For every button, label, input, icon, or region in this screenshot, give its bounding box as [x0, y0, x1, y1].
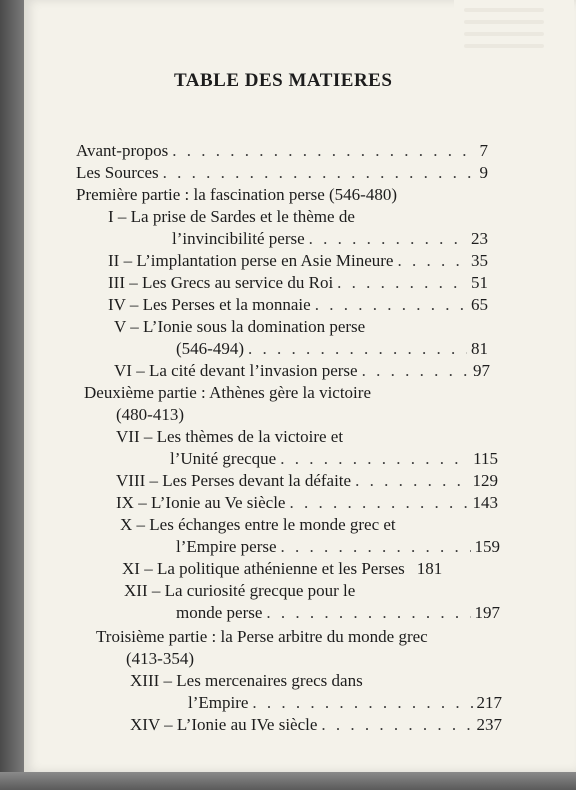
toc-part-dates: (480-413) [116, 405, 184, 424]
toc-page-number: 81 [471, 339, 488, 358]
toc-entry-chapter-6 [114, 360, 490, 382]
toc-leader-dots [289, 492, 468, 514]
toc-page-number: 23 [471, 229, 488, 248]
toc-entry-sources [76, 162, 488, 184]
toc-entry-label: III – Les Grecs au service du Roi [108, 273, 334, 292]
toc-entry-chapter-11 [122, 558, 500, 580]
toc-leader-dots [355, 470, 468, 492]
toc-entry-label: l’Empire perse [176, 537, 277, 556]
toc-leader-dots [309, 228, 467, 250]
toc-part-heading: Troisième partie : la Perse arbitre du monde grec [96, 627, 428, 646]
toc-entry-chapter-5 [176, 338, 488, 360]
toc-entry-chapter-1 [172, 228, 488, 250]
toc-chapter-line: I – La prise de Sardes et le thème de [108, 207, 355, 226]
toc-entry-label: l’Empire [188, 693, 249, 712]
toc-entry-label: XIV – L’Ionie au IVe siècle [130, 715, 318, 734]
page-bottom-edge [0, 772, 576, 790]
toc-entry-label: (546-494) [176, 339, 244, 358]
toc-entry-chapter-14 [130, 714, 502, 736]
toc-leader-dots [337, 272, 467, 294]
toc-entry-label: Avant-propos [76, 141, 169, 160]
toc-entry-chapter-9 [116, 492, 498, 514]
toc-entry-chapter-4 [108, 294, 488, 316]
toc-entry-label: VI – La cité devant l’invasion perse [114, 361, 358, 380]
toc-leader-dots [163, 162, 476, 184]
toc-entry-label: monde perse [176, 603, 263, 622]
toc-leader-dots [280, 448, 469, 470]
toc-part-dates: (413-354) [126, 649, 194, 668]
toc-chapter-line: X – Les échanges entre le monde grec et [120, 515, 396, 534]
toc-page-number: 129 [472, 471, 498, 490]
toc-leader-dots [397, 250, 467, 272]
toc-leader-dots [321, 714, 472, 736]
toc-entry-label: IX – L’Ionie au Ve siècle [116, 493, 286, 512]
toc-chapter-line: XIII – Les mercenaires grecs dans [130, 671, 363, 690]
toc-page-number: 115 [473, 449, 498, 468]
toc-page-number: 51 [471, 273, 488, 292]
toc-entry-label: II – L’implantation perse en Asie Mineure [108, 251, 394, 270]
toc-entry-chapter-13 [188, 692, 502, 714]
toc-entry-avant-propos [76, 140, 488, 162]
toc-page-number: 143 [472, 493, 498, 512]
toc-entry-chapter-10 [176, 536, 500, 558]
page-title: TABLE DES MATIERES [174, 70, 393, 91]
toc-page-number: 217 [476, 693, 502, 712]
toc-entry-label: l’invincibilité perse [172, 229, 305, 248]
toc-chapter-line: XII – La curiosité grecque pour le [124, 581, 356, 600]
toc-page-number: 159 [474, 537, 500, 556]
toc-part-heading: Deuxième partie : Athènes gère la victoire [84, 383, 371, 402]
toc-entry-label: IV – Les Perses et la monnaie [108, 295, 311, 314]
toc-page-number: 9 [479, 163, 488, 182]
toc-entry-chapter-3 [108, 272, 488, 294]
toc-page-number: 97 [473, 361, 490, 380]
toc-entry-chapter-2 [108, 250, 488, 272]
toc-page-number: 237 [476, 715, 502, 734]
toc-page-number: 181 [416, 559, 443, 578]
toc-leader-dots [266, 602, 470, 624]
toc-leader-dots [248, 338, 467, 360]
toc-page-number: 197 [474, 603, 500, 622]
toc-leader-dots [315, 294, 467, 316]
toc-leader-dots [252, 692, 472, 714]
toc-page-number: 7 [479, 141, 488, 160]
toc-leader-dots [172, 140, 475, 162]
toc-chapter-line: VII – Les thèmes de la victoire et [116, 427, 344, 446]
toc-entry-label: l’Unité grecque [170, 449, 277, 468]
toc-page-number: 65 [471, 295, 488, 314]
toc-entry-chapter-7 [170, 448, 498, 470]
toc-part-heading: Première partie : la fascination perse (546-480) [76, 185, 397, 204]
toc-entry-chapter-8 [116, 470, 498, 492]
toc-leader-dots [281, 536, 471, 558]
toc-page-number: 35 [471, 251, 488, 270]
toc-entry-label: XI – La politique athénienne et les Perses [122, 559, 405, 578]
toc-leader-dots [362, 360, 469, 382]
toc-entry-label: VIII – Les Perses devant la défaite [116, 471, 352, 490]
toc-chapter-line: V – L’Ionie sous la domination perse [114, 317, 366, 336]
toc-entry-chapter-12 [176, 602, 500, 624]
toc-entry-label: Les Sources [76, 163, 159, 182]
